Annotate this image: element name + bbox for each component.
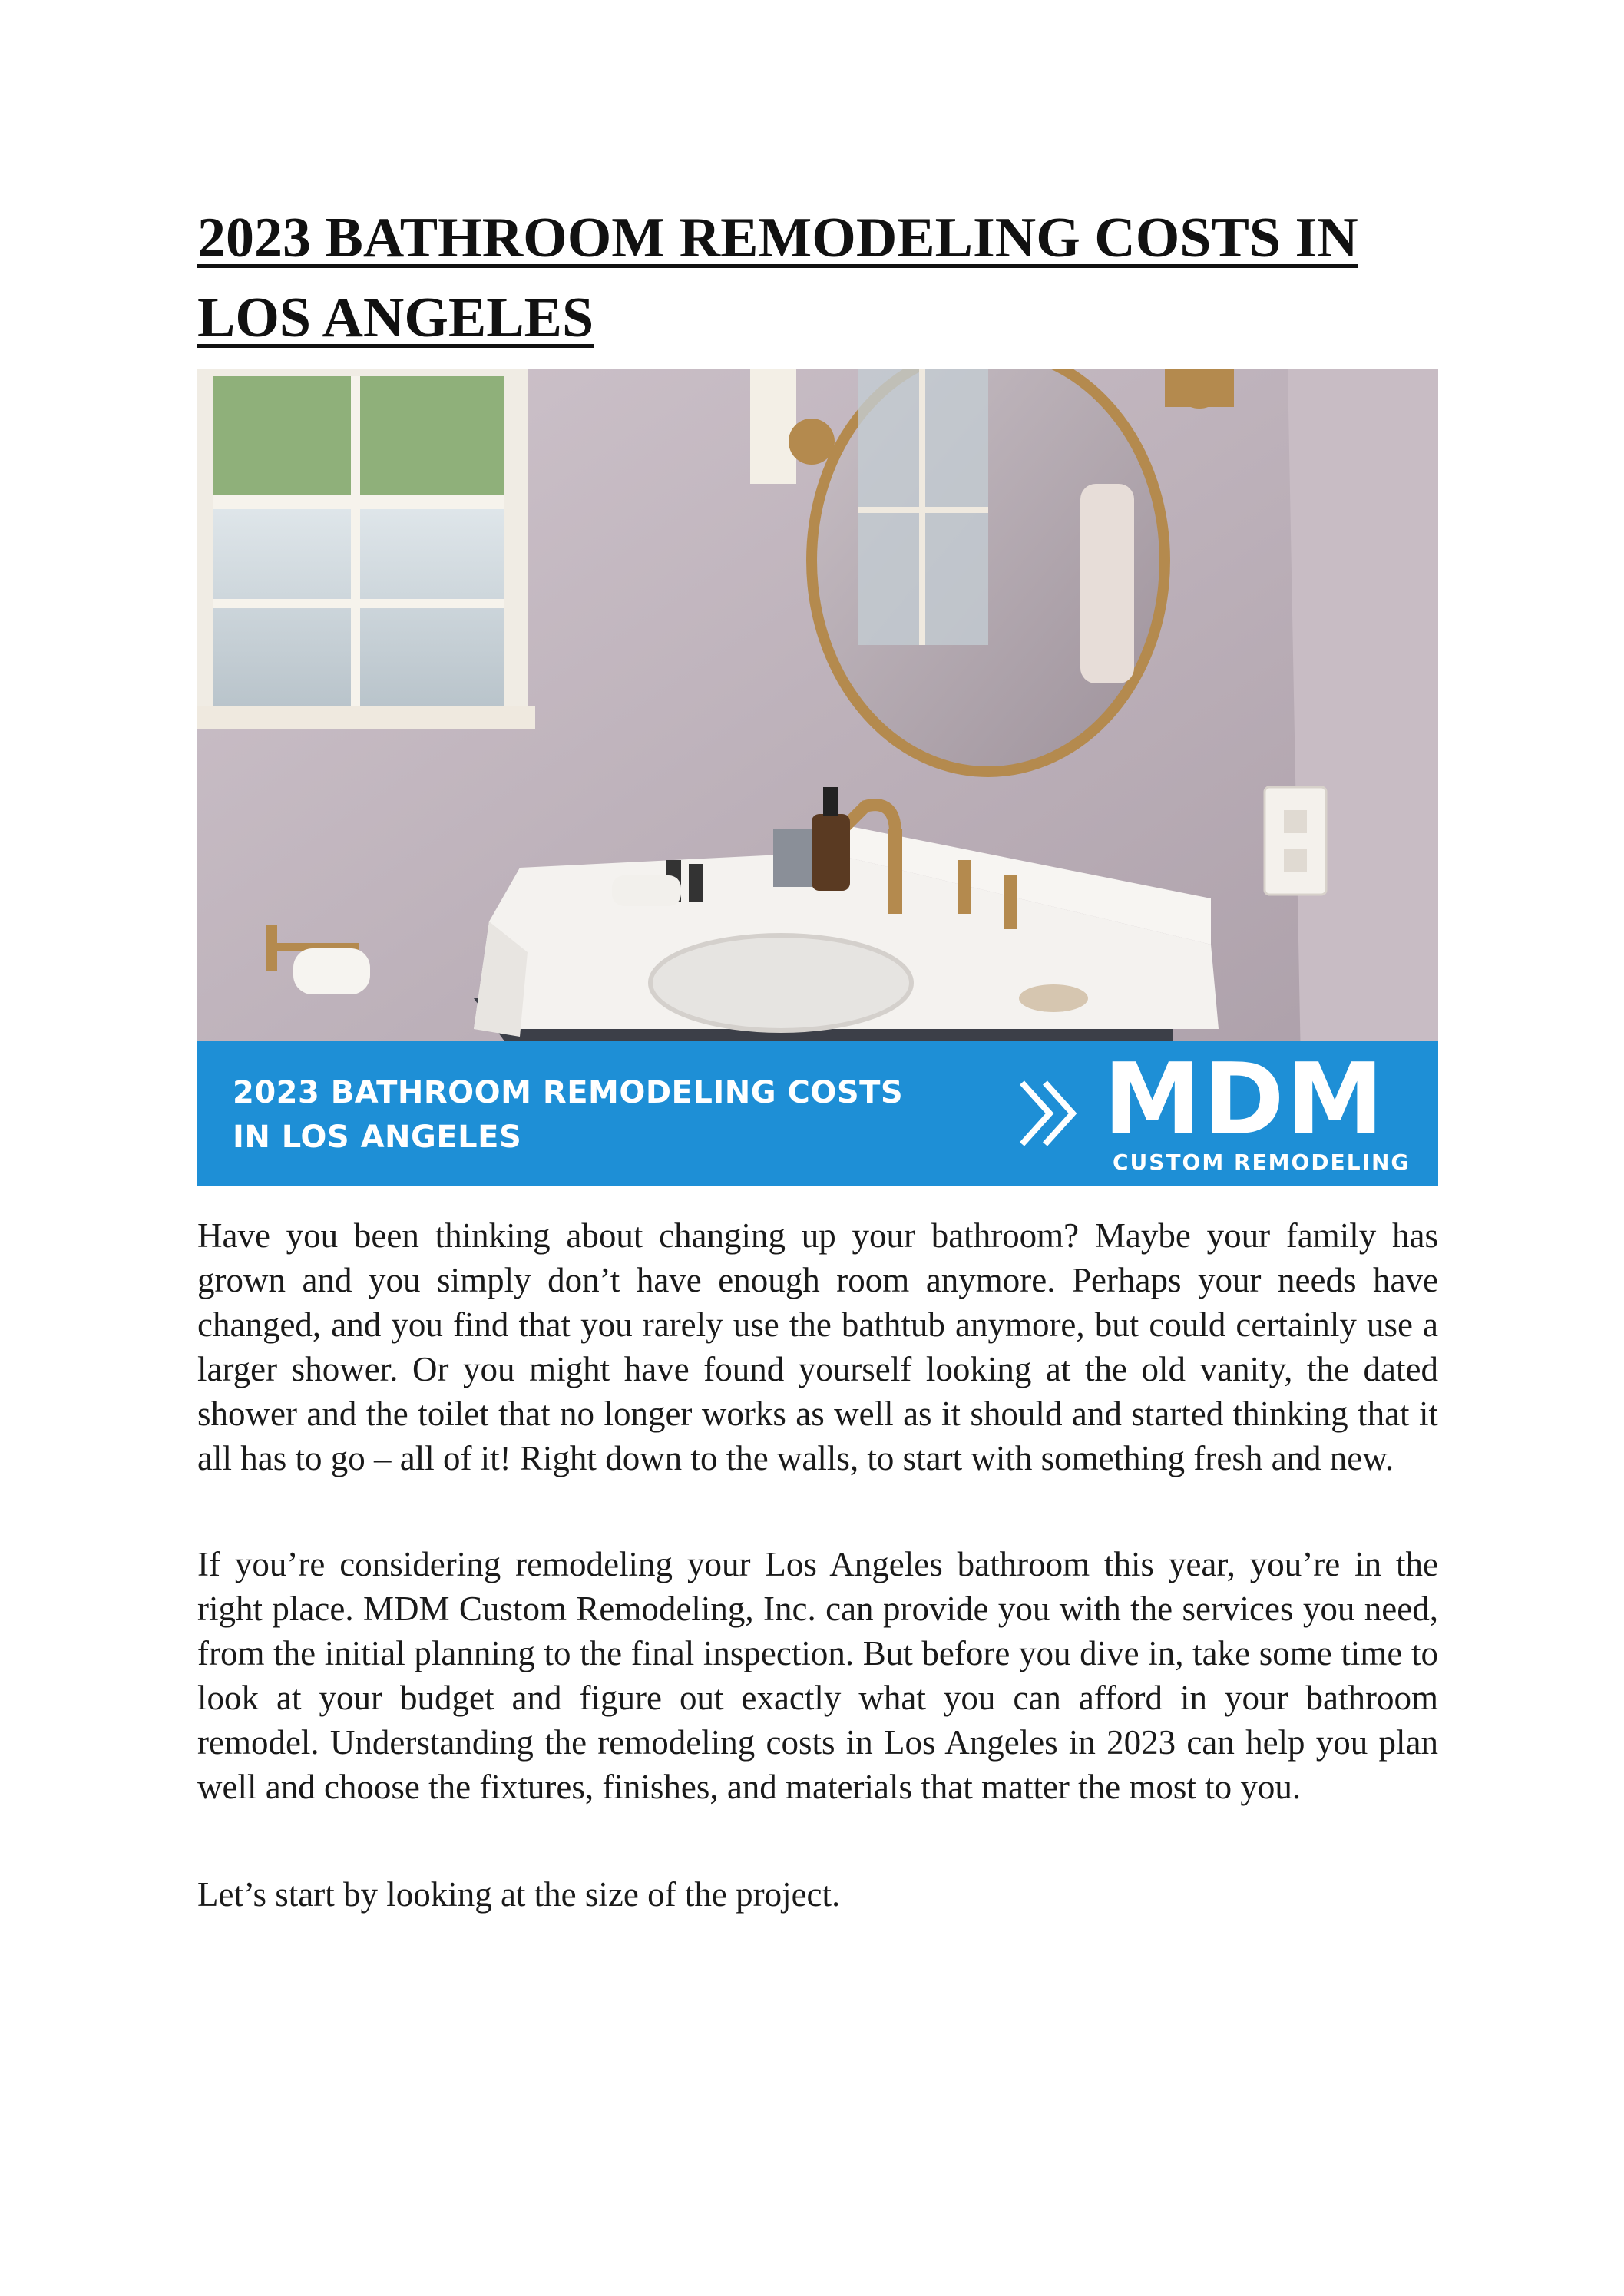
paragraph-intro: Have you been thinking about changing up your bathroom? Maybe your family has grown and you simply don’t have enough room anymore. Perhaps your needs have changed, and you find that you rarely use the bathtub anymore, but could certainly use a larger shower. Or you might have found yourself looking at the old vanity, the dated shower and the toilet that no longer works as well as it should and started thinking that it all has to go – all of it! Right down to the walls, to start with something fresh and new. [197,1216,1438,1477]
hero-banner [197,1041,1438,1186]
logo-subtitle: CUSTOM REMODELING [1113,1150,1411,1175]
page-title: 2023 BATHROOM REMODELING COSTS IN LOS ANGELES [197,207,1358,349]
double-chevron-right-icon [1011,1075,1088,1152]
banner-title: 2023 BATHROOM REMODELING COSTS IN LOS ANGELES [233,1075,904,1155]
hero-image [197,369,1438,1186]
paragraph-services: If you’re considering remodeling your Los Angeles bathroom this year, you’re in the right place. MDM Custom Remodeling, Inc. can provide you with the services you need, from the initial planning to the final inspection. But before you dive in, take some time to look at your budget and figure out exactly what you can afford in your bathroom remodel. Understanding the remodeling costs in Los Angeles in 2023 can help you plan well and choose the fixtures, finishes, and materials that matter the most to you. [197,1545,1438,1806]
paragraph-lead-in: Let’s start by looking at the size of the project. [197,1875,841,1914]
logo-mdm: MDM [1103,1043,1385,1157]
